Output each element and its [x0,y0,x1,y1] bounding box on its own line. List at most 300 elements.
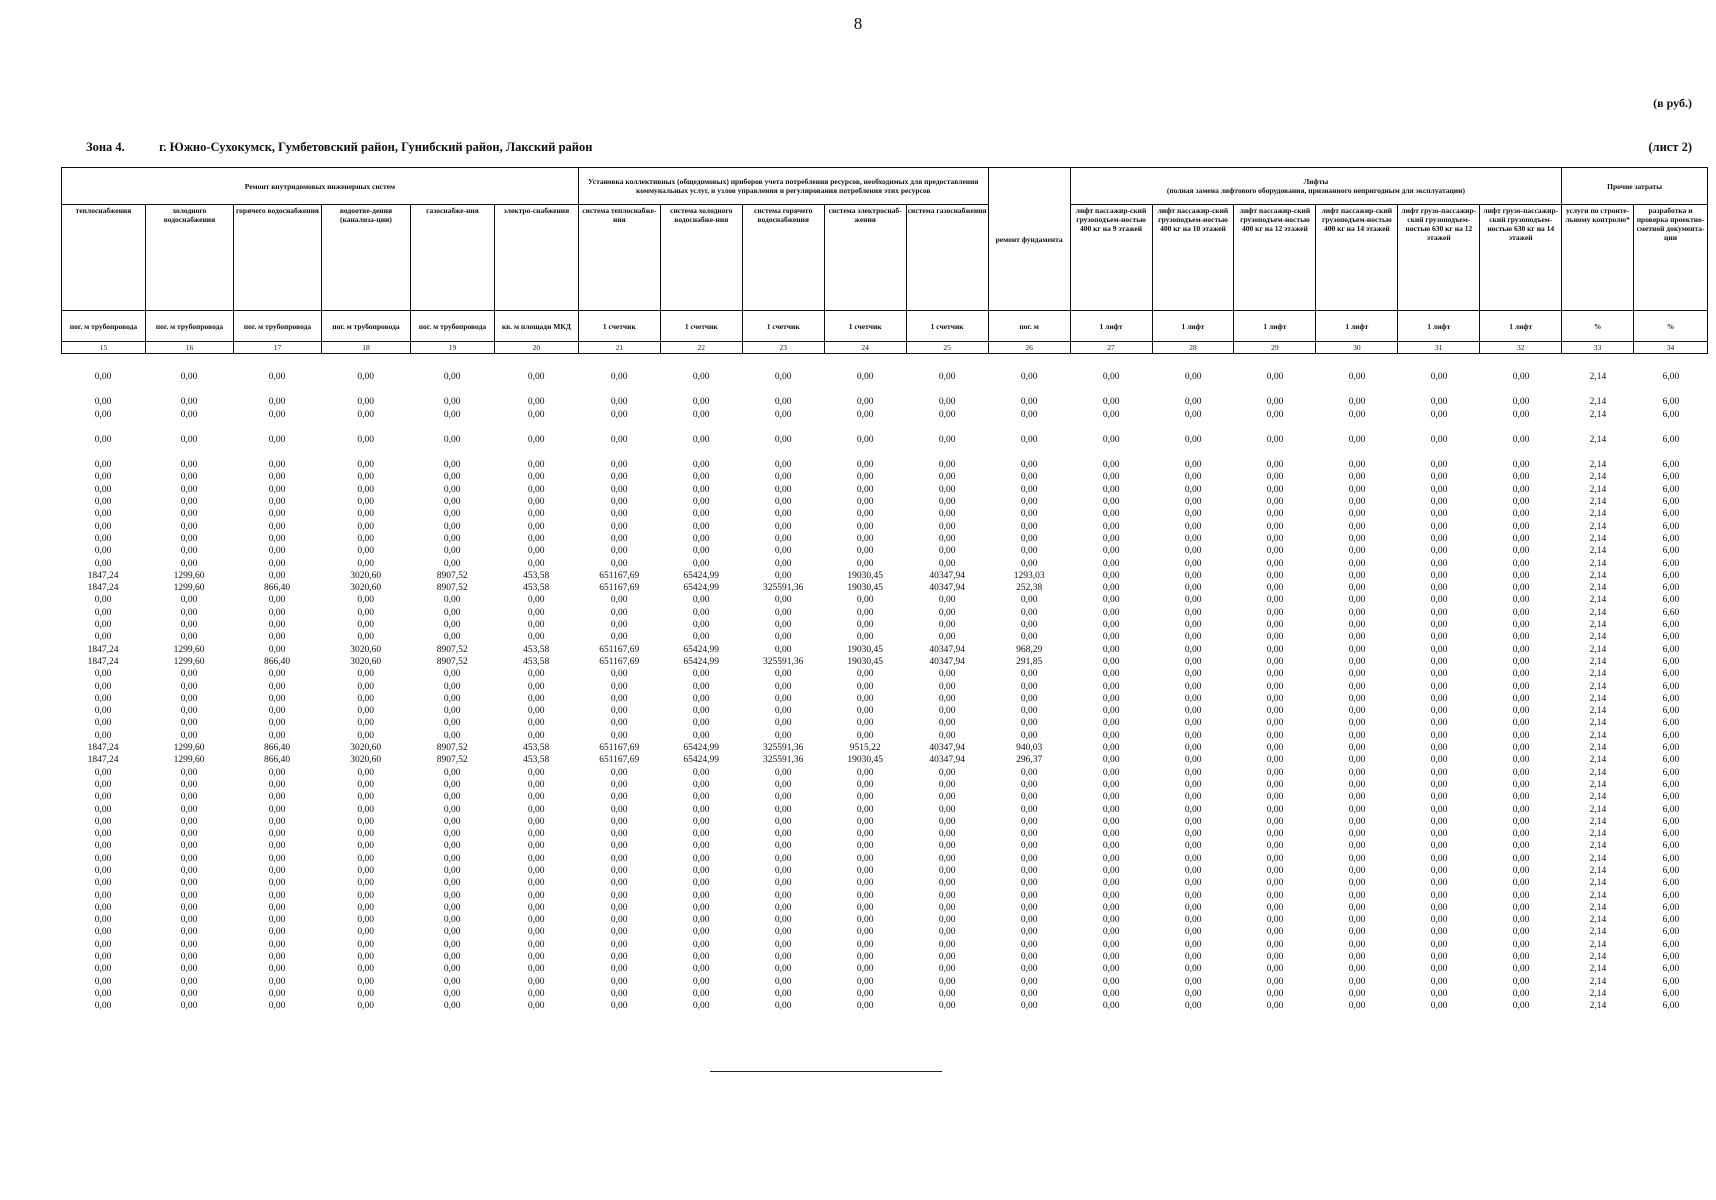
col-header-29: лифт пассажир-ский грузоподъем-ностью 400 кг на 12 этажей [1234,205,1316,311]
table-cell: 0,00 [1430,521,1448,532]
table-cell: 0,00 [856,952,874,963]
table-cell: 0,00 [180,533,198,544]
table-cell: 0,00 [1266,1001,1284,1012]
table-cell: 0,00 [856,865,874,876]
table-cell: 0,00 [692,927,710,938]
table-cell: 0,00 [856,533,874,544]
table-cell: 0,00 [1430,976,1448,987]
table-cell: 0,00 [357,681,374,692]
table-cell: 866,40 [264,583,291,594]
table-cell: 0,00 [1266,546,1284,557]
table-cell: 0,00 [1102,1001,1120,1012]
table-cell: 0,00 [692,853,710,864]
table-cell: 0,00 [1512,816,1530,827]
table-cell: 0,00 [1430,730,1448,741]
table-cell: 0,00 [938,792,956,803]
table-cell: 0,00 [692,865,710,876]
table-cell: 0,00 [610,620,628,631]
table-cell: 0,00 [180,964,198,975]
table-cell: 0,00 [268,976,286,987]
table-cell: 2,14 [1589,656,1607,667]
table-row [61,545,1708,557]
table-cell: 0,00 [1184,718,1202,729]
table-cell: 0,00 [1102,409,1120,420]
col-unit: 1 лифт [1398,311,1480,342]
table-cell: 2,14 [1589,792,1607,803]
table-cell: 0,00 [1184,693,1202,704]
group-header: Лифты (полная замена лифтового оборудования, признанного непригодным для эксплуатации) [1070,168,1562,205]
table-cell: 8907,52 [436,743,468,754]
table-cell: 0,00 [268,804,286,815]
table-cell: 0,00 [94,533,112,544]
table-cell: 0,00 [357,372,374,382]
table-cell: 0,00 [1348,718,1366,729]
table-cell: 2,14 [1589,878,1607,889]
table-row [61,705,1708,717]
table-cell: 0,00 [357,915,374,926]
table-cell: 6,00 [1662,952,1680,963]
table-cell: 0,00 [180,607,198,618]
table-cell: 0,00 [774,669,792,680]
table-cell: 0,00 [268,865,286,876]
table-cell: 0,00 [357,878,374,889]
table-cell: 0,00 [527,484,545,495]
table-cell: 0,00 [1512,988,1530,999]
table-cell: 0,00 [774,841,792,852]
table-cell: 0,00 [1184,595,1202,606]
table-cell: 0,00 [774,767,792,778]
table-cell: 0,00 [268,620,286,631]
table-row [61,730,1708,742]
col-unit: 1 счетчик [824,311,906,342]
table-cell: 0,00 [1348,656,1366,667]
table-cell: 0,00 [180,595,198,606]
table-cell: 0,00 [357,669,374,680]
table-cell: 0,00 [357,460,374,471]
col-unit: 1 лифт [1316,311,1398,342]
table-cell: 0,00 [1348,497,1366,508]
table-cell: 6,00 [1662,939,1680,950]
table-cell: 0,00 [180,472,198,483]
table-cell: 6,00 [1662,804,1680,815]
table-cell: 2,14 [1589,558,1607,569]
table-cell: 0,00 [1266,964,1284,975]
table-cell: 0,00 [856,878,874,889]
table-cell: 0,00 [268,472,286,483]
col-number: 29 [1234,342,1316,354]
table-cell: 0,00 [1102,915,1120,926]
table-cell: 0,00 [268,497,286,508]
table-cell: 0,00 [443,620,461,631]
table-cell: 0,00 [268,890,286,901]
table-cell: 65424,99 [683,743,720,754]
table-cell: 0,00 [1184,939,1202,950]
table-cell: 0,00 [1102,372,1120,382]
table-cell: 0,00 [774,952,792,963]
table-cell: 0,00 [527,804,545,815]
table-cell: 0,00 [180,792,198,803]
table-cell: 0,00 [1102,952,1120,963]
table-cell: 0,00 [527,521,545,532]
table-cell: 0,00 [1184,915,1202,926]
table-cell: 1847,24 [87,644,119,655]
table-row [61,607,1708,619]
table-cell: 0,00 [610,607,628,618]
table-cell: 2,14 [1589,693,1607,704]
table-cell: 6,00 [1662,397,1680,408]
table-cell: 0,00 [1348,558,1366,569]
table-cell: 0,00 [1430,779,1448,790]
table-cell: 0,00 [692,829,710,840]
table-cell: 0,00 [357,509,374,520]
table-cell: 0,00 [1348,509,1366,520]
table-cell: 0,00 [1020,878,1038,889]
table-cell: 2,14 [1589,915,1607,926]
table-cell: 0,00 [774,878,792,889]
table-row [61,693,1708,705]
table-cell: 0,00 [268,397,286,408]
table-cell: 0,00 [180,706,198,717]
table-cell: 0,00 [1430,902,1448,913]
table-cell: 0,00 [443,915,461,926]
table-cell: 9515,22 [849,743,881,754]
table-cell: 0,00 [180,434,198,445]
table-cell: 0,00 [856,890,874,901]
col-header-33: услуги по строите-льному контролю* [1562,205,1634,311]
col-number: 28 [1152,342,1234,354]
table-cell: 0,00 [610,976,628,987]
table-cell: 0,00 [1266,927,1284,938]
table-cell: 0,00 [1102,472,1120,483]
table-cell: 453,58 [523,743,550,754]
table-cell: 0,00 [692,607,710,618]
table-cell: 0,00 [527,939,545,950]
table-cell: 0,00 [357,595,374,606]
table-cell: 1299,60 [173,755,205,766]
table-cell: 0,00 [1184,644,1202,655]
table-cell: 0,00 [1512,730,1530,741]
table-cell: 0,00 [1184,755,1202,766]
table-cell: 0,00 [1266,558,1284,569]
table-cell: 0,00 [443,939,461,950]
table-cell: 0,00 [180,939,198,950]
table-cell: 0,00 [1348,644,1366,655]
table-cell: 1299,60 [173,743,205,754]
table-cell: 0,00 [610,533,628,544]
table-cell: 0,00 [774,607,792,618]
table-cell: 0,00 [1348,841,1366,852]
table-cell: 0,00 [1348,779,1366,790]
table-row [61,988,1708,1000]
table-cell: 0,00 [774,915,792,926]
table-cell: 8907,52 [436,755,468,766]
table-cell: 0,00 [1020,804,1038,815]
table-cell: 0,00 [1184,434,1202,445]
table-cell: 0,00 [1430,533,1448,544]
table-cell: 0,00 [856,558,874,569]
table-cell: 0,00 [1102,841,1120,852]
table-row [61,521,1708,533]
table-cell: 0,00 [527,669,545,680]
table-cell: 0,00 [268,434,286,445]
col-unit: % [1562,311,1634,342]
table-cell: 2,14 [1589,964,1607,975]
table-cell: 0,00 [268,902,286,913]
table-cell: 0,00 [938,952,956,963]
table-cell: 0,00 [1430,632,1448,643]
table-cell: 0,00 [1348,693,1366,704]
table-cell: 0,00 [1184,472,1202,483]
col-unit: 1 лифт [1480,311,1562,342]
table-cell: 0,00 [856,460,874,471]
table-cell: 0,00 [774,730,792,741]
table-cell: 0,00 [856,988,874,999]
col-header-18: водоотве-дения (канализа-ции) [321,205,410,311]
table-cell: 6,00 [1662,570,1680,581]
table-cell: 0,00 [268,521,286,532]
table-cell: 0,00 [94,558,112,569]
table-cell: 0,00 [774,779,792,790]
table-cell: 0,00 [938,779,956,790]
table-cell: 6,00 [1662,816,1680,827]
table-cell: 0,00 [180,460,198,471]
table-cell: 2,14 [1589,939,1607,950]
table-cell: 0,00 [774,533,792,544]
table-cell: 0,00 [527,460,545,471]
table-cell: 0,00 [1512,546,1530,557]
table-cell: 19030,45 [847,755,883,766]
table-cell: 0,00 [443,792,461,803]
table-cell: 0,00 [1102,939,1120,950]
table-cell: 0,00 [1348,472,1366,483]
table-cell: 0,00 [1102,434,1120,445]
table-cell: 40347,94 [929,583,965,594]
table-cell: 0,00 [856,546,874,557]
table-cell: 0,00 [527,988,545,999]
table-cell: 6,00 [1662,497,1680,508]
table-cell: 0,00 [856,693,874,704]
table-cell: 0,00 [443,853,461,864]
table-cell: 0,00 [1266,595,1284,606]
table-cell: 0,00 [610,865,628,876]
table-cell: 0,00 [357,693,374,704]
table-cell: 0,00 [527,546,545,557]
table-cell: 0,00 [357,939,374,950]
table-cell: 0,00 [268,409,286,420]
table-cell: 0,00 [357,865,374,876]
table-cell: 0,00 [1512,595,1530,606]
table-cell: 0,00 [1430,952,1448,963]
table-cell: 0,00 [1020,841,1038,852]
table-row [61,558,1708,570]
table-cell: 0,00 [610,632,628,643]
table-cell: 0,00 [357,1001,374,1012]
table-cell: 0,00 [1512,779,1530,790]
table-cell: 0,00 [268,669,286,680]
table-cell: 0,00 [692,718,710,729]
table-cell: 0,00 [357,853,374,864]
table-cell: 0,00 [1512,743,1530,754]
table-cell: 0,00 [94,865,112,876]
table-cell: 0,00 [1348,595,1366,606]
table-cell: 0,00 [1430,1001,1448,1012]
table-cell: 0,00 [443,902,461,913]
table-cell: 0,00 [856,632,874,643]
table-cell: 0,00 [527,607,545,618]
table-cell: 0,00 [1512,964,1530,975]
table-row [61,902,1708,914]
table-cell: 3020,60 [350,656,382,667]
table-cell: 0,00 [94,767,112,778]
table-cell: 0,00 [357,976,374,987]
table-cell: 0,00 [94,509,112,520]
table-row [61,853,1708,865]
table-cell: 0,00 [94,841,112,852]
table-cell: 0,00 [1348,927,1366,938]
table-cell: 6,60 [1662,607,1680,618]
table-cell: 0,00 [1020,829,1038,840]
col-unit: пог. м трубопровода [233,311,321,342]
table-cell: 0,00 [1348,964,1366,975]
table-cell: 6,00 [1662,767,1680,778]
table-cell: 0,00 [94,607,112,618]
table-cell: 0,00 [180,853,198,864]
table-cell: 0,00 [443,829,461,840]
table-cell: 0,00 [94,632,112,643]
table-cell: 6,00 [1662,509,1680,520]
table-cell: 0,00 [443,409,461,420]
table-cell: 0,00 [357,409,374,420]
col-number: 15 [62,342,146,354]
table-cell: 0,00 [1430,620,1448,631]
table-cell: 65424,99 [683,755,720,766]
table-cell: 0,00 [1020,902,1038,913]
table-cell: 0,00 [94,484,112,495]
table-cell: 0,00 [94,915,112,926]
table-cell: 6,00 [1662,706,1680,717]
table-cell: 0,00 [692,460,710,471]
table-cell: 0,00 [268,460,286,471]
table-cell: 0,00 [1348,669,1366,680]
table-cell: 453,58 [523,644,550,655]
table-cell: 0,00 [180,988,198,999]
table-cell: 0,00 [443,632,461,643]
table-cell: 0,00 [94,804,112,815]
table-cell: 6,00 [1662,558,1680,569]
table-row [61,877,1708,889]
table-cell: 0,00 [1102,853,1120,864]
table-cell: 0,00 [938,1001,956,1012]
table-cell: 3020,60 [350,743,382,754]
table-cell: 6,00 [1662,890,1680,901]
table-cell: 0,00 [357,620,374,631]
table-cell: 0,00 [180,952,198,963]
table-cell: 0,00 [610,595,628,606]
table-cell: 2,14 [1589,460,1607,471]
table-cell: 0,00 [527,853,545,864]
table-cell: 0,00 [1430,706,1448,717]
table-cell: 6,00 [1662,546,1680,557]
table-cell: 0,00 [1266,409,1284,420]
spacer-row [61,383,1708,396]
table-cell: 0,00 [856,792,874,803]
table-cell: 0,00 [610,669,628,680]
col-header-27: лифт пассажир-ский грузоподъем-ностью 400 кг на 9 этажей [1070,205,1152,311]
table-row [61,890,1708,902]
table-cell: 0,00 [774,976,792,987]
table-cell: 0,00 [527,472,545,483]
table-cell: 0,00 [1020,915,1038,926]
table-cell: 0,00 [1266,583,1284,594]
table-cell: 0,00 [1348,681,1366,692]
table-cell: 0,00 [610,952,628,963]
table-cell: 0,00 [856,976,874,987]
table-cell: 6,00 [1662,533,1680,544]
table-cell: 0,00 [692,792,710,803]
table-cell: 0,00 [1512,890,1530,901]
table-cell: 6,00 [1662,472,1680,483]
table-cell: 0,00 [1266,939,1284,950]
table-cell: 0,00 [1102,644,1120,655]
table-cell: 0,00 [856,1001,874,1012]
table-cell: 0,00 [938,964,956,975]
col-number: 23 [742,342,824,354]
table-cell: 0,00 [268,767,286,778]
table-cell: 40347,94 [929,644,965,655]
table-row [61,471,1708,483]
table-cell: 0,00 [357,952,374,963]
table-cell: 65424,99 [683,644,720,655]
table-cell: 0,00 [774,558,792,569]
table-cell: 2,14 [1589,472,1607,483]
table-cell: 0,00 [1102,988,1120,999]
table-row [61,656,1708,668]
table-cell: 0,00 [527,964,545,975]
table-cell: 0,00 [357,927,374,938]
table-cell: 0,00 [938,632,956,643]
table-cell: 0,00 [1348,976,1366,987]
table-cell: 0,00 [268,484,286,495]
table-cell: 0,00 [180,816,198,827]
table-cell: 2,14 [1589,570,1607,581]
table-cell: 0,00 [527,730,545,741]
table-cell: 0,00 [357,829,374,840]
table-cell: 0,00 [357,546,374,557]
table-cell: 0,00 [774,632,792,643]
table-cell: 0,00 [1020,632,1038,643]
table-cell: 0,00 [1430,878,1448,889]
table-cell: 0,00 [268,509,286,520]
table-row [61,409,1708,421]
table-cell: 6,00 [1662,865,1680,876]
table-cell: 0,00 [180,509,198,520]
table-cell: 0,00 [610,841,628,852]
table-cell: 0,00 [1020,460,1038,471]
table-cell: 0,00 [527,816,545,827]
table-cell: 0,00 [94,1001,112,1012]
table-cell: 0,00 [856,829,874,840]
table-cell: 0,00 [1348,816,1366,827]
table-cell: 866,40 [264,755,291,766]
table-cell: 0,00 [1348,915,1366,926]
table-cell: 0,00 [938,693,956,704]
table-cell: 0,00 [1266,460,1284,471]
table-cell: 0,00 [1512,558,1530,569]
table-cell: 0,00 [1020,669,1038,680]
table-cell: 0,00 [1512,372,1530,382]
zone-title: г. Южно-Сухокумск, Гумбетовский район, Гунибский район, Лакский район [159,140,593,154]
table-cell: 0,00 [938,533,956,544]
